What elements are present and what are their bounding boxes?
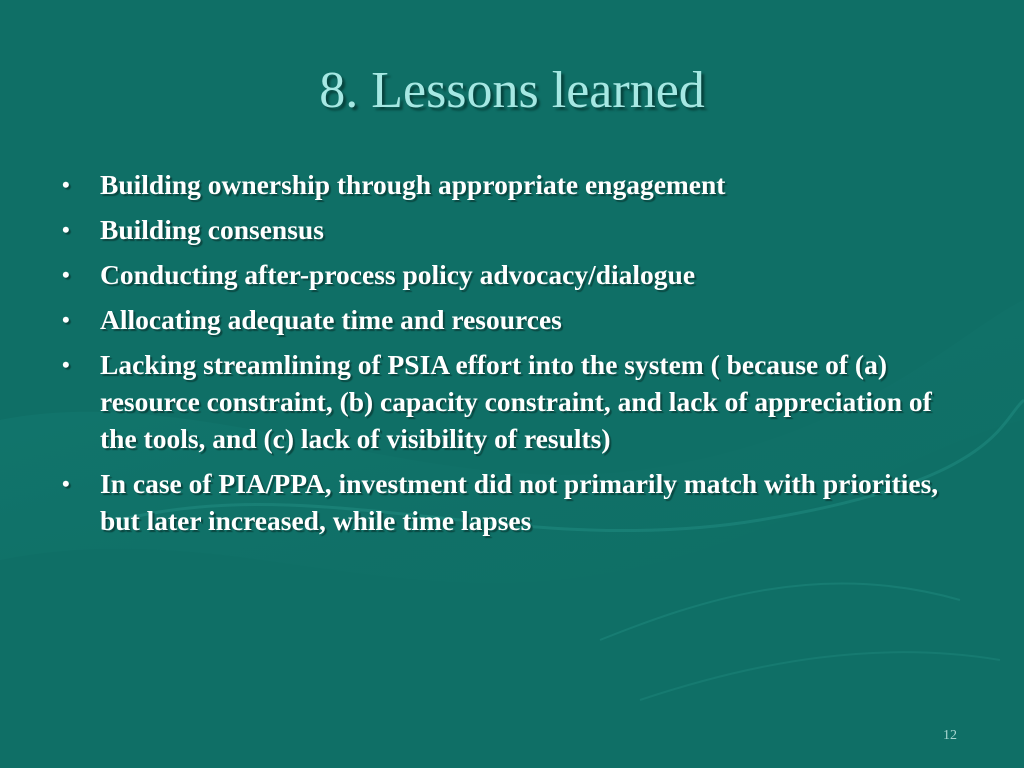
bullet-text: Building consensus: [100, 214, 324, 245]
bullet-icon: •: [62, 352, 70, 377]
bullet-icon: •: [62, 471, 70, 496]
bullet-icon: •: [62, 262, 70, 287]
bullet-text: Lacking streamlining of PSIA effort into the system ( because of (a) resource constraint, (b) capacity constraint, and lack of appreciation of the tools, and (c) lack of visibility of results): [100, 349, 932, 454]
slide-title: 8. Lessons learned: [319, 62, 705, 119]
bullet-icon: •: [62, 172, 70, 197]
bullet-item: [62, 166, 962, 203]
page-number: 12: [943, 728, 957, 743]
bullet-item: [62, 211, 962, 248]
bullet-text: Allocating adequate time and resources: [100, 304, 562, 335]
bullet-text: In case of PIA/PPA, investment did not primarily match with priorities, but later increased, while time lapses: [100, 468, 939, 536]
bullet-text: Conducting after-process policy advocacy/dialogue: [100, 259, 696, 290]
bullet-item: [62, 301, 962, 338]
bullet-icon: •: [62, 217, 70, 242]
bullet-item: [62, 465, 962, 539]
bullet-item: [62, 256, 962, 293]
bullet-item: [62, 346, 962, 457]
bullet-list: [62, 166, 962, 547]
bullet-text: Building ownership through appropriate engagement: [100, 169, 726, 200]
bullet-icon: •: [62, 307, 70, 332]
